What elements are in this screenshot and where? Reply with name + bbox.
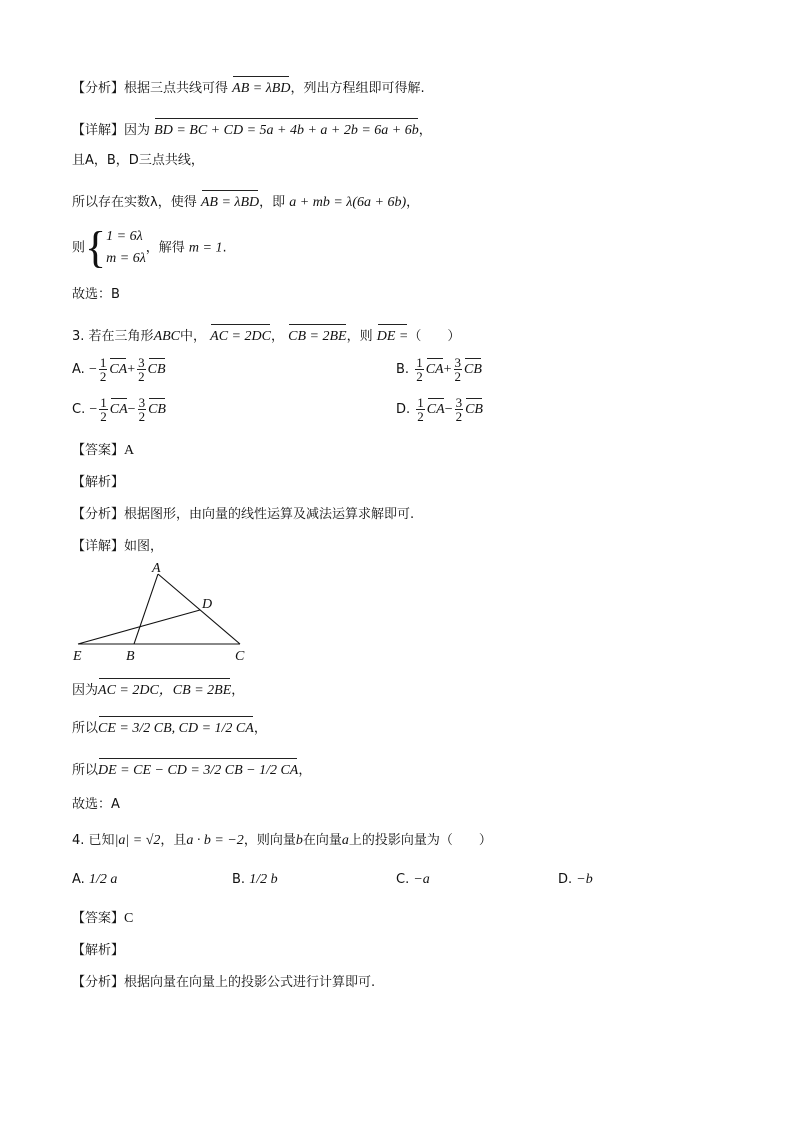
segment-ac <box>158 574 240 644</box>
label-b: B <box>126 649 135 664</box>
explain-tag-q3: 【解析】 <box>72 475 125 490</box>
vector-equation: AB = λBD <box>201 188 259 212</box>
answer-q3: 【答案】A <box>72 443 135 458</box>
segment-ed <box>78 610 200 644</box>
vector-equation: CB = 2BE <box>288 322 346 346</box>
equation-system-line: 则{ 1 = 6λ m = 6λ ，解得 m = 1. <box>72 223 227 272</box>
step3-q3: 所以DE = CE − CD = 3/2 CB − 1/2 CA， <box>72 756 311 780</box>
vector-equation: AC = 2DC <box>210 322 271 346</box>
lambda-statement: 所以存在实数λ，使得 AB = λBD，即 a + mb = λ(6a + 6b)， <box>72 188 419 212</box>
q3-option-d[interactable]: D. $\frac{1}{2}$ CA− $\frac{3}{2}$ CB <box>396 395 483 424</box>
q3-option-b[interactable]: B. $\frac{1}{2}$ CA+ $\frac{3}{2}$ CB <box>396 355 482 384</box>
label-a: A <box>152 561 161 576</box>
analysis-q4: 【分析】根据向量在向量上的投影公式进行计算即可. <box>72 975 376 990</box>
step1-q3: 因为AC = 2DC，CB = 2BE， <box>72 676 244 700</box>
equation-system: 1 = 6λ m = 6λ <box>106 229 146 266</box>
q4-option-b[interactable]: B. 1/2 b <box>232 872 278 887</box>
q4-option-c[interactable]: C. −a <box>396 872 430 887</box>
q4-option-d[interactable]: D. −b <box>558 872 593 887</box>
vector-equation: BD = BC + CD = 5a + 4b + a + 2b = 6a + 6b <box>154 116 419 140</box>
label-c: C <box>235 649 245 664</box>
segment-ab <box>134 574 158 644</box>
final-answer-q3: 故选：A <box>72 797 120 812</box>
question-3-stem: 3. 若在三角形ABC中， AC = 2DC， CB = 2BE，则 DE =（ ） <box>72 322 460 346</box>
detail-line-q2: 【详解】因为 BD = BC + CD = 5a + 4b + a + 2b = 6a + 6b， <box>72 116 432 140</box>
question-4-stem: 4. 已知|a| = √2，且a · b = −2，则向量b在向量a上的投影向量为（ ） <box>72 833 492 848</box>
vector-target: DE = <box>377 322 409 346</box>
detail-tag: 【详解】 <box>72 123 125 138</box>
triangle-figure <box>70 560 260 666</box>
explain-tag-q4: 【解析】 <box>72 943 125 958</box>
vector-equation: AB = λBD <box>232 74 290 98</box>
analysis-tag: 【分析】 <box>72 81 125 96</box>
left-brace: { <box>85 223 107 272</box>
label-d: D <box>202 597 213 612</box>
q4-option-a[interactable]: A. 1/2 a <box>72 872 118 887</box>
label-e: E <box>73 649 82 664</box>
q3-option-c[interactable]: C. − $\frac{1}{2}$ CA− $\frac{3}{2}$ CB <box>72 395 166 424</box>
analysis-q3: 【分析】根据图形，由向量的线性运算及减法运算求解即可. <box>72 507 415 522</box>
analysis-line-q2: 【分析】根据三点共线可得 AB = λBD，列出方程组即可得解. <box>72 74 425 98</box>
detail-q3: 【详解】如图， <box>72 539 164 554</box>
answer-q2: 故选：B <box>72 287 120 302</box>
step2-q3: 所以CE = 3/2 CB, CD = 1/2 CA， <box>72 714 267 738</box>
vector-equation: a + mb = λ(6a + 6b) <box>289 195 407 210</box>
collinear-statement: 且A，B，D三点共线， <box>72 153 204 168</box>
q3-option-a[interactable]: A. − $\frac{1}{2}$ CA+ $\frac{3}{2}$ CB <box>72 355 166 384</box>
answer-q4: 【答案】C <box>72 911 134 926</box>
